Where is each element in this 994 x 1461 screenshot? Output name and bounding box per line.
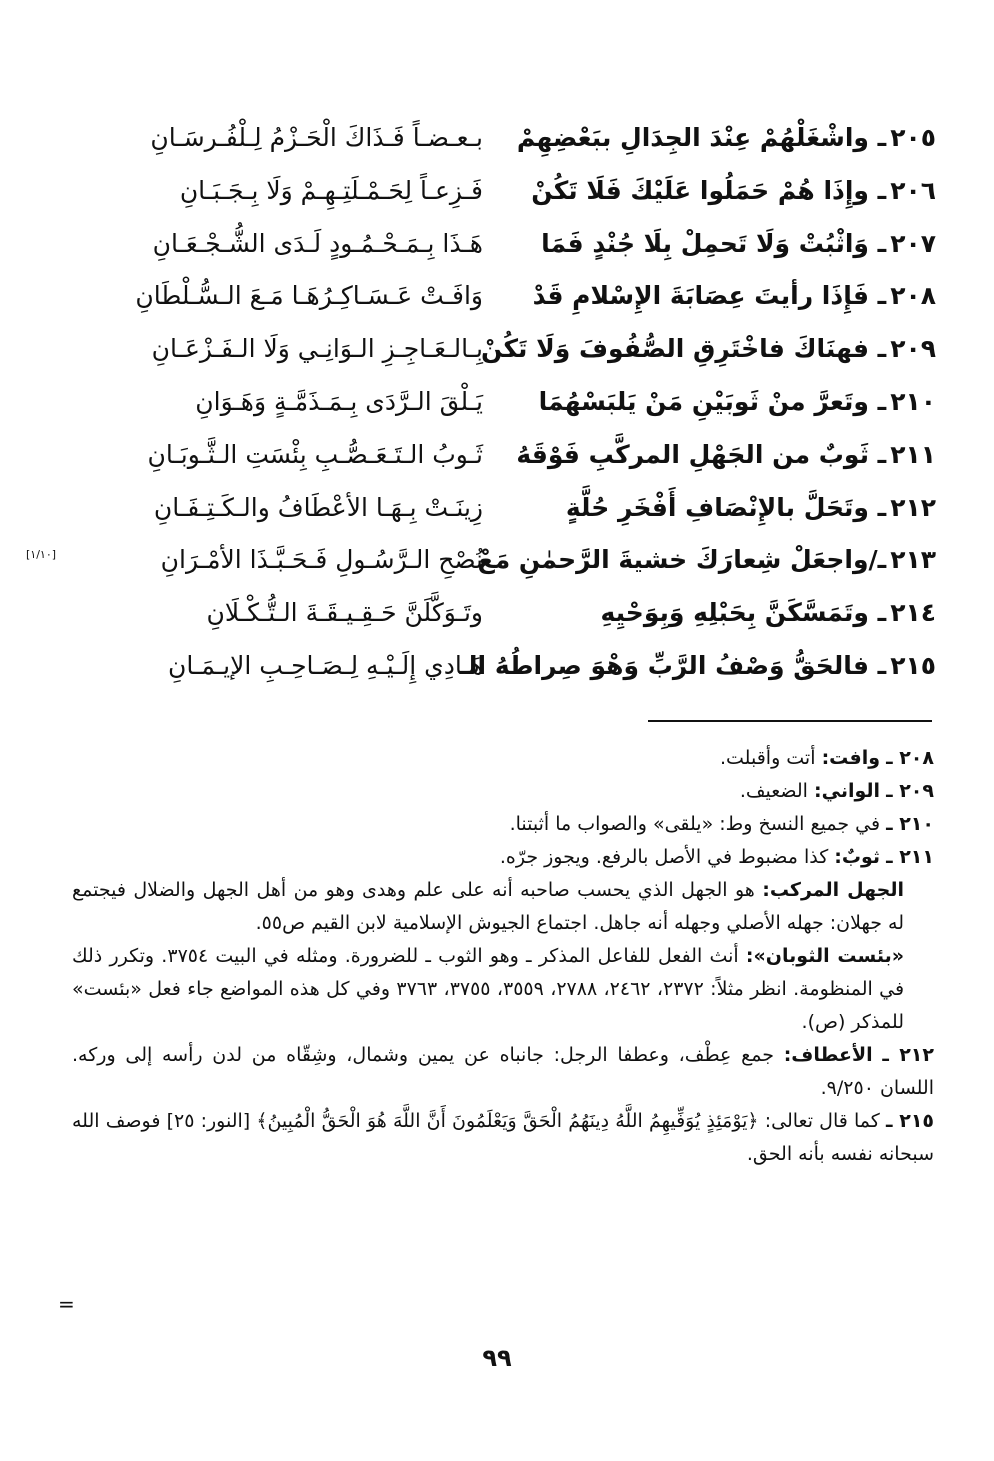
verse-first-hemistich: [506, 165, 936, 217]
verse-second-hemistich: بـعـضـاً فَـذَاكَ الْحَـزْمُ لِـلْفُـرسَـانِ: [150, 123, 483, 152]
verse-second-hemistich: وَافَـتْ عَـسَـاكِـرُهَـا مَـعَ الـسُّـلْطَانِ: [135, 281, 483, 311]
footnote-verse-number: ٢١١ ـ: [886, 846, 934, 868]
verse-first-hemistich: [506, 429, 936, 481]
verse-second-hemistich: نُصْحِ الـرَّسُـولِ فَـحَـبَّـذَا الأمْـرَانِ: [160, 545, 483, 575]
verse-first-text: ـ فَإِذَا رأيتَ عِصَابَةَ الإِسْلامِ قَدْ: [532, 281, 887, 311]
verse-second-hemistich: يَـلْقَ الـرَّدَى بِـمَـذَمَّـةٍ وَهَـوَانِ: [195, 387, 483, 416]
footnote: [72, 940, 934, 1039]
footnote-text: الضعيف.: [739, 780, 808, 802]
footnote-text: جمع عِطْف، وعطفا الرجل: جانباه عن يمين وشمال، وشِقّاه من لدن رأسه إلى وركه. اللسان ٩/٢٥٠.: [72, 1044, 934, 1099]
footnote-term: وافت:: [821, 747, 881, 769]
verse-row: [0, 482, 994, 534]
verse-first-text: ـ وتَحَلَّ بالإِنْصَافِ أَفْخَرِ حُلَّةٍ: [565, 492, 887, 522]
verse-first-text: ـ فالحَقُّ وَصْفُ الرَّبِّ وَهْوَ صِراطُهُ الـ: [459, 651, 887, 680]
footnote-text: في جميع النسخ وط: «يلقى» والصواب ما أثبتنا.: [509, 813, 881, 835]
verse-first-hemistich: [506, 587, 936, 639]
verse-number: ٢١٣: [890, 545, 936, 575]
continuation-mark: =: [58, 1292, 75, 1316]
footnote-verse-number: ٢١٢ ـ: [882, 1044, 934, 1066]
verse-first-text: ـ وتَعرَّ منْ ثَوبَيْنِ مَنْ يَلبَسْهُمَا: [538, 387, 887, 416]
verse-first-hemistich: [477, 534, 936, 586]
footnote-term: الأعطاف:: [783, 1044, 873, 1066]
verse-first-text: ـ وَاثْبُتْ وَلَا تَحمِلْ بِلَا جُنْدٍ فَمَا: [541, 228, 887, 258]
verse-first-text: ـ وإِذَا هُمْ حَمَلُوا عَلَيْكَ فَلَا تَكُنْ: [531, 175, 887, 205]
footnote: [72, 841, 934, 874]
verse-number: ٢٠٩: [890, 334, 936, 364]
verse-row: [0, 218, 994, 270]
verse-row: [0, 376, 994, 428]
verse-number: ٢١٢: [890, 492, 936, 522]
verse-first-text: ـ واشْغَلْهُمْ عِنْدَ الجِدَالِ ببَعْضِهِمْ: [516, 123, 887, 152]
verse-row: [0, 112, 994, 164]
verse-first-hemistich: [481, 323, 936, 375]
footnote-term: الجهل المركب:: [762, 879, 905, 901]
verse-row: [0, 534, 994, 586]
footnote-text: أتت وأقبلت.: [719, 747, 816, 769]
footnote-text: كذا مضبوط في الأصل بالرفع. ويجوز جرّه.: [499, 846, 829, 868]
footnotes: [72, 742, 934, 1171]
footnote-divider: [648, 720, 932, 722]
footnote: [72, 742, 934, 775]
footnote-term: ثوبٌ:: [834, 846, 881, 868]
verse-number: ٢١٠: [890, 387, 936, 416]
verse-number: ٢١٤: [890, 598, 936, 628]
verse-row: [0, 270, 994, 322]
verse-row: [0, 323, 994, 375]
verse-first-text: ـ وتَمَسَّكَنَّ بِحَبْلِهِ وَبِوَحْيِهِ: [600, 598, 887, 628]
verse-first-hemistich: [506, 482, 936, 534]
manuscript-page-marker: [١/١٠]: [26, 548, 57, 562]
footnote-term: «بئست الثوبان»:: [745, 945, 904, 967]
verse-number: ٢٠٥: [890, 123, 936, 152]
verse-second-hemistich: هَـذَا بِـمَـحْـمُـودٍ لَـدَى الشُّـجْـعَـانِ: [152, 228, 483, 258]
page-number: ٩٩: [482, 1344, 512, 1372]
verse-first-hemistich: [506, 112, 936, 164]
verse-second-hemistich: هَـادِي إِلَـيْـهِ لِـصَـاحِـبِ الإيـمَـانِ: [168, 651, 483, 680]
footnote-verse-number: ٢٠٨ ـ: [886, 747, 934, 769]
verse-number: ٢١١: [890, 439, 936, 469]
verse-number: ٢٠٧: [890, 228, 936, 258]
verse-second-hemistich: زِينَـتْ بِـهَـا الأعْطَافُ والـكَـتِـفَـانِ: [153, 492, 483, 522]
verse-second-hemistich: بِـالـعَـاجِـزِ الـوَانِـي وَلَا الـفَـزْعَـانِ: [151, 334, 483, 364]
footnote-verse-number: ٢٠٩ ـ: [886, 780, 934, 802]
verse-second-hemistich: وتَـوَكَّلَنَّ حَـقِـيـقَـةَ الـتُّـكْـلَانِ: [206, 598, 483, 628]
footnote: [72, 775, 934, 808]
verse-first-text: ـ/واجعَلْ شِعارَكَ خشيةَ الرَّحمٰنِ مَعْ: [477, 545, 887, 575]
verse-row: [0, 640, 994, 692]
footnote: [72, 808, 934, 841]
footnote: [72, 874, 934, 940]
verse-first-hemistich: [506, 270, 936, 322]
verse-first-text: ـ فهنَاكَ فاخْتَرِقِ الصُّفُوفَ وَلَا تَكُنْ: [481, 334, 887, 364]
verse-number: ٢٠٨: [890, 281, 936, 311]
verse-row: [0, 587, 994, 639]
footnote-verse-number: ٢١٥ ـ: [885, 1110, 935, 1132]
verse-second-hemistich: ثَـوبُ الـتَـعَـصُّـبِ بِئْسَتِ الـثَّـوبَـانِ: [147, 439, 483, 469]
verse-row: [0, 165, 994, 217]
footnote: [72, 1105, 934, 1171]
footnote-text: كما قال تعالى: ﴿يَوْمَئِذٍ يُوَفِّيهِمُ اللَّهُ دِينَهُمُ الْحَقَّ وَيَعْلَمُونَ أَنَّ اللَّهَ هُوَ الْحَقُّ الْمُبِينُ﴾ [النور: ٢٥] فوصف الله سبحانه نفسه بأنه الحق.: [72, 1110, 934, 1165]
verse-first-text: ـ ثَوبٌ من الجَهْلِ المركَّبِ فَوْقَهُ: [516, 439, 887, 469]
verse-number: ٢٠٦: [890, 175, 936, 205]
footnote-text: هو الجهل الذي يحسب صاحبه أنه على علم وهدى وهو من أهل الجهل والضلال فيجتمع له جهلان: جهله الأصلي وجهله أنه جاهل. اجتماع الجيوش الإسلامية لابن القيم ص٥٥.: [72, 879, 904, 934]
footnote-text: أنث الفعل للفاعل المذكر ـ وهو الثوب ـ للضرورة. ومثله في البيت ٣٧٥٤. وتكرر ذلك في المنظومة. انظر مثلاً: ٢٣٧٢، ٢٤٦٢، ٢٧٨٨، ٣٥٥٩، ٣٧٥٥، ٣٧٦٣ وفي كل هذه المواضع جاء فعل «بئست» للمذكر (ص).: [72, 945, 905, 1033]
verse-row: [0, 429, 994, 481]
footnote-verse-number: ٢١٠ ـ: [886, 813, 934, 835]
verse-second-hemistich: فَـزِعـاً لِحَـمْـلَتِـهِـمْ وَلَا بِـجَـبَـانِ: [179, 175, 483, 205]
verse-first-hemistich: [506, 218, 936, 270]
verse-first-hemistich: [506, 376, 936, 428]
footnote-term: الواني:: [814, 780, 881, 802]
verse-first-hemistich: [459, 640, 936, 692]
verse-number: ٢١٥: [890, 651, 936, 680]
footnote: [72, 1039, 934, 1105]
